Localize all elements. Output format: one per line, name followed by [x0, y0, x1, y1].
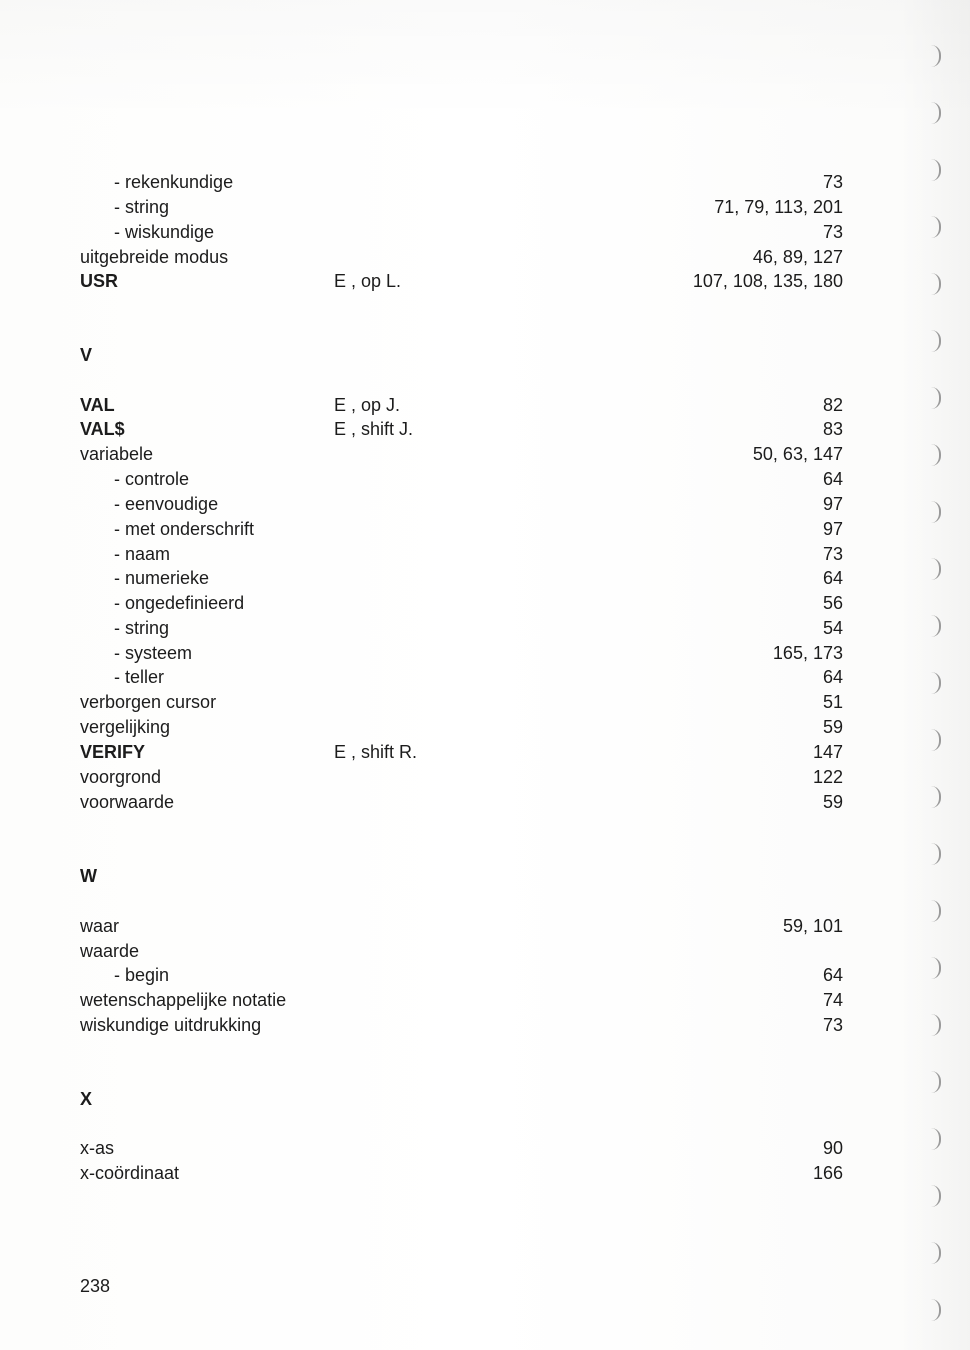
key-sequence: E , op L. [334, 271, 402, 291]
page-references: 64 [822, 469, 843, 489]
index-entry [0, 864, 970, 888]
page-references: 147 [812, 742, 843, 762]
page-references: 54 [822, 618, 843, 638]
index-term: - string [114, 618, 170, 638]
index-entry [0, 393, 970, 417]
page-references: 73 [822, 544, 843, 564]
index-entry [0, 542, 970, 566]
index-entry [0, 790, 970, 814]
index-term: VAL [80, 395, 115, 415]
page-references: 64 [822, 667, 843, 687]
index-term: VAL$ [80, 419, 125, 439]
page-references: 166 [812, 1163, 843, 1183]
index-entry [0, 665, 970, 689]
index-term: wetenschappelijke notatie [80, 990, 287, 1010]
index-entry [0, 740, 970, 764]
page-references: 51 [822, 692, 843, 712]
page-references: 73 [822, 172, 843, 192]
page-references: 64 [822, 568, 843, 588]
index-term: - wiskundige [114, 222, 215, 242]
index-entry [0, 1087, 970, 1111]
index-term: - met onderschrift [114, 519, 255, 539]
index-entry [0, 417, 970, 441]
index-entry [0, 442, 970, 466]
index-term: - begin [114, 965, 170, 985]
page-references: 122 [812, 767, 843, 787]
index-term: wiskundige uitdrukking [80, 1015, 262, 1035]
key-sequence: E , op J. [334, 395, 401, 415]
section-letter: X [80, 1089, 93, 1109]
index-entry [0, 170, 970, 194]
page-references: 71, 79, 113, 201 [714, 197, 843, 217]
index-term: verborgen cursor [80, 692, 217, 712]
page-references: 97 [822, 494, 843, 514]
index-term: uitgebreide modus [80, 247, 229, 267]
index-term: - naam [114, 544, 171, 564]
page-references: 56 [822, 593, 843, 613]
page-references: 50, 63, 147 [752, 444, 843, 464]
index-term: - ongedefinieerd [114, 593, 245, 613]
page-references: 74 [822, 990, 843, 1010]
index-term: - systeem [114, 643, 193, 663]
index-entry [0, 715, 970, 739]
page-references: 73 [822, 1015, 843, 1035]
scan-top-shading [0, 0, 970, 120]
index-term: - eenvoudige [114, 494, 219, 514]
index-entry [0, 988, 970, 1012]
index-entry [0, 765, 970, 789]
page-references: 165, 173 [772, 643, 843, 663]
index-term: - numerieke [114, 568, 210, 588]
index-term: - rekenkundige [114, 172, 234, 192]
index-entry [0, 963, 970, 987]
page-number: 238 [80, 1276, 111, 1296]
index-entry [0, 517, 970, 541]
index-entry [0, 566, 970, 590]
index-term: waar [80, 916, 120, 936]
page-references: 64 [822, 965, 843, 985]
index-entry [0, 641, 970, 665]
page-references: 83 [822, 419, 843, 439]
index-entry [0, 591, 970, 615]
page-references: 59 [822, 717, 843, 737]
index-entry [0, 690, 970, 714]
section-letter: W [80, 866, 97, 886]
index-term: variabele [80, 444, 154, 464]
index-entry [0, 220, 970, 244]
page-references: 73 [822, 222, 843, 242]
index-term: voorwaarde [80, 792, 175, 812]
page-references: 107, 108, 135, 180 [692, 271, 843, 291]
section-letter: V [80, 345, 93, 365]
index-term: x-as [80, 1138, 115, 1158]
page-references: 46, 89, 127 [752, 247, 843, 267]
key-sequence: E , shift R. [334, 742, 418, 762]
index-term: - string [114, 197, 170, 217]
index-entry [0, 195, 970, 219]
page-references: 59, 101 [782, 916, 843, 936]
index-term: - controle [114, 469, 190, 489]
index-term: USR [80, 271, 119, 291]
page-references: 90 [822, 1138, 843, 1158]
index-entry [0, 914, 970, 938]
index-term: x-coördinaat [80, 1163, 180, 1183]
key-sequence: E , shift J. [334, 419, 414, 439]
index-term: waarde [80, 941, 140, 961]
index-entry [0, 492, 970, 516]
index-term: voorgrond [80, 767, 162, 787]
index-entry [0, 245, 970, 269]
index-term: VERIFY [80, 742, 146, 762]
page-references: 97 [822, 519, 843, 539]
index-term: vergelijking [80, 717, 171, 737]
index-entry [0, 343, 970, 367]
index-entry [0, 269, 970, 293]
index-entry [0, 1013, 970, 1037]
index-entry [0, 1136, 970, 1160]
index-entry [0, 1161, 970, 1185]
page-references: 82 [822, 395, 843, 415]
index-entry [0, 939, 970, 963]
index-entry [0, 616, 970, 640]
page-references: 59 [822, 792, 843, 812]
index-entry [0, 467, 970, 491]
index-term: - teller [114, 667, 165, 687]
